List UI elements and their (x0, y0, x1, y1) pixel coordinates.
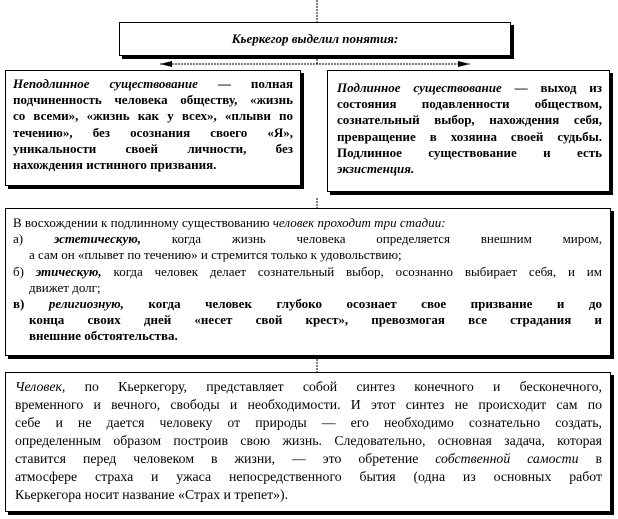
inauthentic-line-6: нахождения истинного призвания. (13, 157, 217, 173)
inauthentic-line-3: со всеми», «жизнь как у всех», «плыви по (13, 108, 293, 124)
human-synthesis-box (5, 372, 611, 512)
authentic-line-5: Подлинное существование и есть (337, 144, 602, 160)
stages-box (5, 208, 611, 356)
authentic-line-2: состояния подавленности обществом, (337, 96, 602, 112)
synthesis-line-4: определенным образом построив свою жизнь. Следовательно, основная задача, которая (15, 433, 602, 448)
synthesis-line-5: ставится перед человеком в жизни, — это обретение собственной самости в (15, 451, 602, 466)
arrow-right (458, 61, 470, 67)
authentic-line-3: сознательный выбор, нахождения себя, (337, 112, 602, 128)
stages-intro: В восхождении к подлинному существованию человек проходит три стадии: (13, 215, 446, 230)
synthesis-line-2: временного и вечного, свободы и необходимости. И этот синтез не происходит сам по (15, 397, 602, 412)
inauthentic-line-2: подчиненность человека обществу, «жизнь (13, 92, 293, 108)
title-box (119, 22, 511, 56)
inauthentic-line-4: течению», без осознания своего «Я», (13, 124, 293, 140)
stage-ethical-line-2: движет долг; (29, 279, 101, 295)
stage-ethical-term: этическую, (35, 263, 102, 279)
authentic-existence-box (327, 70, 610, 192)
stage-aesthetic-line-2: а сам он «плывет по течению» и стремится только к удовольствию; (29, 247, 402, 263)
stage-religious-term: религиозную, (48, 296, 124, 312)
inauthentic-term: Неподлинное существование (13, 76, 198, 91)
stage-aesthetic-term: эстетическую, (53, 231, 142, 247)
synthesis-line-3: себе и не дается человеку от природы — его необходимо сознательно создать, (15, 415, 602, 430)
authentic-term: Подлинное существование (337, 80, 502, 95)
synthesis-selfhood: собственной самости (435, 451, 579, 466)
stage-aesthetic-line-1: а) эстетическую, когда жизнь человека определяется внешним миром, (13, 231, 602, 247)
inauthentic-existence-box (5, 70, 301, 186)
authentic-line-1: Подлинное существование — выход из (337, 80, 602, 95)
stage-religious-line-2: конца своих дней «несет свой крест», превозмогая все страдания и (29, 312, 602, 328)
synthesis-first-word: Человек, (15, 379, 66, 394)
synthesis-line-7: Кьеркегора носит название «Страх и трепет»). (15, 487, 289, 502)
inauthentic-line-1: Неподлинное существование — полная (13, 76, 293, 91)
inauthentic-line-5: уникальности своей личности, без (13, 140, 293, 156)
title-text: Кьеркегор выделил понятия: (231, 30, 399, 46)
authentic-last-word: экзистенция. (337, 161, 415, 177)
synthesis-line-6: атмосфере страха и ужаса непосредственного бытия (одна из основных работ (15, 469, 602, 484)
stage-religious-line-1: в) религиозную, когда человек глубоко осознает свое призвание и до (13, 296, 602, 312)
synthesis-line-1: Человек, по Кьеркегору, представляет собой синтез конечного и бесконечного, (15, 379, 602, 394)
arrow-left (160, 61, 172, 67)
stage-ethical-line-1: б) этическую, когда человек делает сознательный выбор, осознанно выбирает себя, и им (13, 263, 602, 279)
authentic-line-4: превращение в хозяина своей судьбы. (337, 128, 602, 144)
stage-religious-line-3: внешние обстоятельства. (29, 328, 178, 344)
